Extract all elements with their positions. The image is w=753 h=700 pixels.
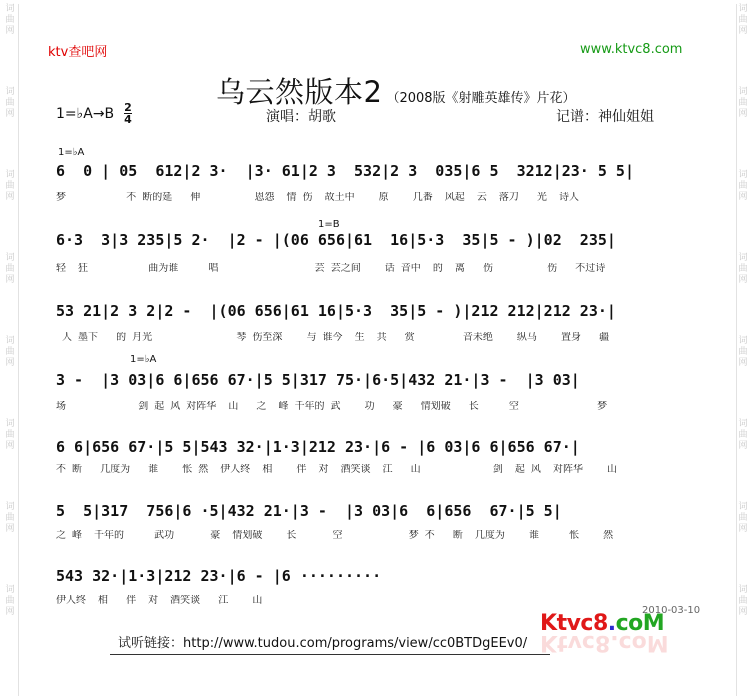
watermark-char: 网 (5, 275, 15, 285)
score-line: 6·3 3|3 235|5 2· |2 - |(06 656|61 16|5·3 35|5 - )|02 235| (56, 231, 616, 249)
score-line: 53 21|2 3 2|2 - |(06 656|61 16|5·3 35|5 - )|212 212|212 23·| (56, 302, 616, 320)
watermark-char: 曲 (738, 15, 748, 25)
watermark-char: 网 (5, 607, 15, 617)
brand-logo-left[interactable]: ktv查吧网 (48, 45, 108, 60)
time-signature-top: 2 (124, 101, 132, 114)
left-watermark-strip (2, 0, 18, 700)
logo-reflection: Ktvc8.coM (540, 630, 669, 655)
watermark-char: 网 (738, 524, 748, 534)
listen-underline (110, 654, 550, 655)
score-line: 5 5|317 756|6 ·5|432 21·|3 - |3 03|6 6|656 67·|5 5| (56, 502, 562, 520)
song-title: 乌云然版本2 (216, 75, 383, 109)
watermark-char: 词 (5, 170, 15, 180)
lyric-line: 之 峰 千年的 武功 豪 情划破 长 空 梦 不 断 几度为 谁 怅 然 (56, 530, 614, 541)
lyric-line: 轻 狂 曲为谁 唱 芸 芸之间 话 音中 的 离 伤 伤 不过诗 (56, 263, 606, 274)
title-block (216, 70, 576, 110)
watermark-char: 词 (5, 87, 15, 97)
watermark-char: 曲 (738, 181, 748, 191)
watermark-char: 曲 (738, 513, 748, 523)
watermark-char: 词 (5, 253, 15, 263)
transcriber-credit: 记谱：神仙姐姐 (556, 109, 654, 125)
watermark-char: 曲 (738, 430, 748, 440)
watermark-char: 曲 (5, 513, 15, 523)
brand-url-right[interactable]: www.ktvc8.com (580, 42, 683, 57)
watermark-char: 词 (738, 87, 748, 97)
lyric-line: 场 剑 起 风 对阵华 山 之 峰 千年的 武 功 豪 情划破 长 空 梦 (56, 401, 608, 412)
watermark-char: 网 (738, 109, 748, 119)
time-signature (124, 102, 132, 125)
watermark-char: 网 (738, 275, 748, 285)
watermark-char: 网 (5, 524, 15, 534)
watermark-char: 网 (5, 109, 15, 119)
score-line: 6 0 | 05 612|2 3· |3· 61|2 3 532|2 3 035|6 5 3212|23· 5 5| (56, 162, 634, 180)
watermark-char: 网 (738, 26, 748, 36)
watermark-char: 曲 (5, 181, 15, 191)
watermark-char: 网 (738, 358, 748, 368)
key-change-mark: 1=♭A (130, 354, 157, 365)
watermark-char: 词 (5, 585, 15, 595)
watermark-char: 网 (5, 358, 15, 368)
time-signature-bottom: 4 (124, 113, 132, 126)
listen-label: 试听链接： (118, 636, 184, 651)
watermark-char: 曲 (5, 15, 15, 25)
watermark-char: 词 (738, 419, 748, 429)
listen-link[interactable] (118, 632, 548, 651)
watermark-char: 词 (5, 502, 15, 512)
key-signature: 1=♭A→B (56, 106, 115, 122)
watermark-char: 网 (5, 441, 15, 451)
watermark-char: 网 (5, 26, 15, 36)
watermark-char: 网 (738, 607, 748, 617)
score-line: 543 32·|1·3|212 23·|6 - |6 ········· (56, 567, 382, 585)
lyric-line: 伊人终 相 伴 对 酒笑谈 江 山 (56, 595, 263, 606)
right-watermark-strip (735, 0, 751, 700)
watermark-char: 词 (5, 4, 15, 14)
logo-wordmark: Ktvc8.coM (540, 611, 665, 636)
singer-credit: 演唱：胡歌 (266, 109, 336, 125)
watermark-char: 词 (738, 336, 748, 346)
watermark-char: 曲 (5, 98, 15, 108)
watermark-char: 词 (738, 585, 748, 595)
key-change-mark: 1=♭A (58, 147, 85, 158)
score-line: 6 6|656 67·|5 5|543 32·|1·3|212 23·|6 - |6 03|6 6|656 67·| (56, 438, 580, 456)
watermark-char: 词 (5, 336, 15, 346)
watermark-char: 词 (738, 502, 748, 512)
watermark-char: 曲 (5, 264, 15, 274)
lyric-line: 不 断 几度为 谁 怅 然 伊人终 相 伴 对 酒笑谈 江 山 剑 起 风 对阵华 山 (56, 464, 618, 475)
watermark-char: 曲 (738, 98, 748, 108)
watermark-char: 曲 (738, 596, 748, 606)
watermark-char: 词 (5, 419, 15, 429)
song-subtitle: （2008版《射雕英雄传》片花） (386, 91, 576, 106)
watermark-char: 词 (738, 170, 748, 180)
lyric-line: 人 墨下 的 月光 琴 伤至深 与 谁今 生 共 赏 音未绝 纵马 置身 疆 (56, 332, 610, 343)
score-line: 3 - |3 03|6 6|656 67·|5 5|317 75·|6·5|432 21·|3 - |3 03| (56, 371, 580, 389)
watermark-char: 网 (738, 441, 748, 451)
watermark-char: 词 (738, 4, 748, 14)
watermark-char: 曲 (5, 347, 15, 357)
watermark-char: 曲 (5, 430, 15, 440)
lyric-line: 梦 不 断的延 伸 恩怨 情 伤 故土中 原 几番 风起 云 落刀 光 诗人 (56, 192, 579, 203)
date-stamp: 2010-03-10 (642, 605, 701, 616)
watermark-char: 网 (5, 192, 15, 202)
watermark-char: 网 (738, 192, 748, 202)
watermark-char: 曲 (5, 596, 15, 606)
watermark-char: 曲 (738, 347, 748, 357)
listen-url[interactable]: http://www.tudou.com/programs/view/cc0BTDgEEv0/ (183, 636, 528, 651)
watermark-char: 词 (738, 253, 748, 263)
ktvc8-logo (540, 611, 700, 681)
watermark-char: 曲 (738, 264, 748, 274)
key-change-mark: 1=B (318, 219, 340, 230)
